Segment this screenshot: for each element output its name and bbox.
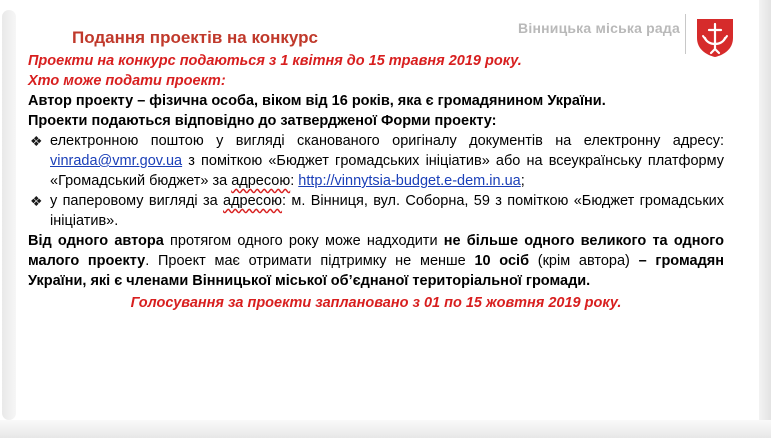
bullet1-colon: : <box>290 173 299 189</box>
list-item-paper <box>28 191 724 231</box>
form-requirement: Проекти подаються відповідно до затвердженої Форми проекту: <box>28 113 497 129</box>
rules-p3: не більше одного великого та одного малого проекту <box>28 233 725 269</box>
bullet1-text-b: з поміткою «Бюджет громадських ініціатив» або на всеукраїнську платформу «Громадський бюджет» за <box>50 153 724 189</box>
org-name: Вінницька міська рада <box>518 20 680 36</box>
bullet2-address-word: адресою <box>223 193 283 209</box>
slide-frame-bottom <box>0 420 771 438</box>
bullet1-address-word: адресою <box>231 173 291 189</box>
bullet1-end: ; <box>520 173 525 189</box>
slide-frame-left <box>2 10 16 420</box>
bullet2-text-b: : м. Вінниця, вул. Соборна, 59 з поміткою «Бюджет громадських ініціатив». <box>50 193 725 229</box>
email-link[interactable]: vinrada@vmr.gov.ua <box>50 153 183 169</box>
submission-rules <box>28 231 724 291</box>
platform-url-link[interactable]: http://vinnytsia-budget.e-dem.in.ua <box>298 173 521 189</box>
diamond-bullet-icon: ❖ <box>30 193 43 209</box>
rules-p1: Від одного автора <box>28 233 164 249</box>
rules-p4: . Проект має отримати підтримку не менше <box>145 253 475 269</box>
author-eligibility: Автор проекту – фізична особа, віком від 16 років, яка є громадянином України. <box>28 93 606 109</box>
diamond-bullet-icon: ❖ <box>30 133 43 149</box>
voting-dates: Голосування за проекти заплановано з 01 по 15 жовтня 2019 року. <box>130 295 622 311</box>
who-can-submit-heading: Хто може подати проект: <box>28 73 226 89</box>
rules-p6: (крім автора) <box>529 253 639 269</box>
slide-content <box>28 26 724 313</box>
bullet2-text-a: у паперовому вигляді за <box>50 193 224 209</box>
rules-p5: 10 осіб <box>474 253 530 269</box>
bullet1-text-a: електронною поштою у вигляді сканованого оригіналу документів на електронну адресу: <box>50 133 724 149</box>
list-item-email <box>28 131 724 191</box>
rules-p2: протягом одного року може надходити <box>163 233 444 249</box>
submission-dates: Проекти на конкурс подаються з 1 квітня до 15 травня 2019 року. <box>28 53 522 69</box>
slide-frame-right <box>759 0 771 438</box>
slide-title: Подання проектів на конкурс <box>72 28 318 47</box>
rules-p7: – громадян України, які є членами Вінницької міської об’єднаної територіальної громади. <box>28 253 724 289</box>
